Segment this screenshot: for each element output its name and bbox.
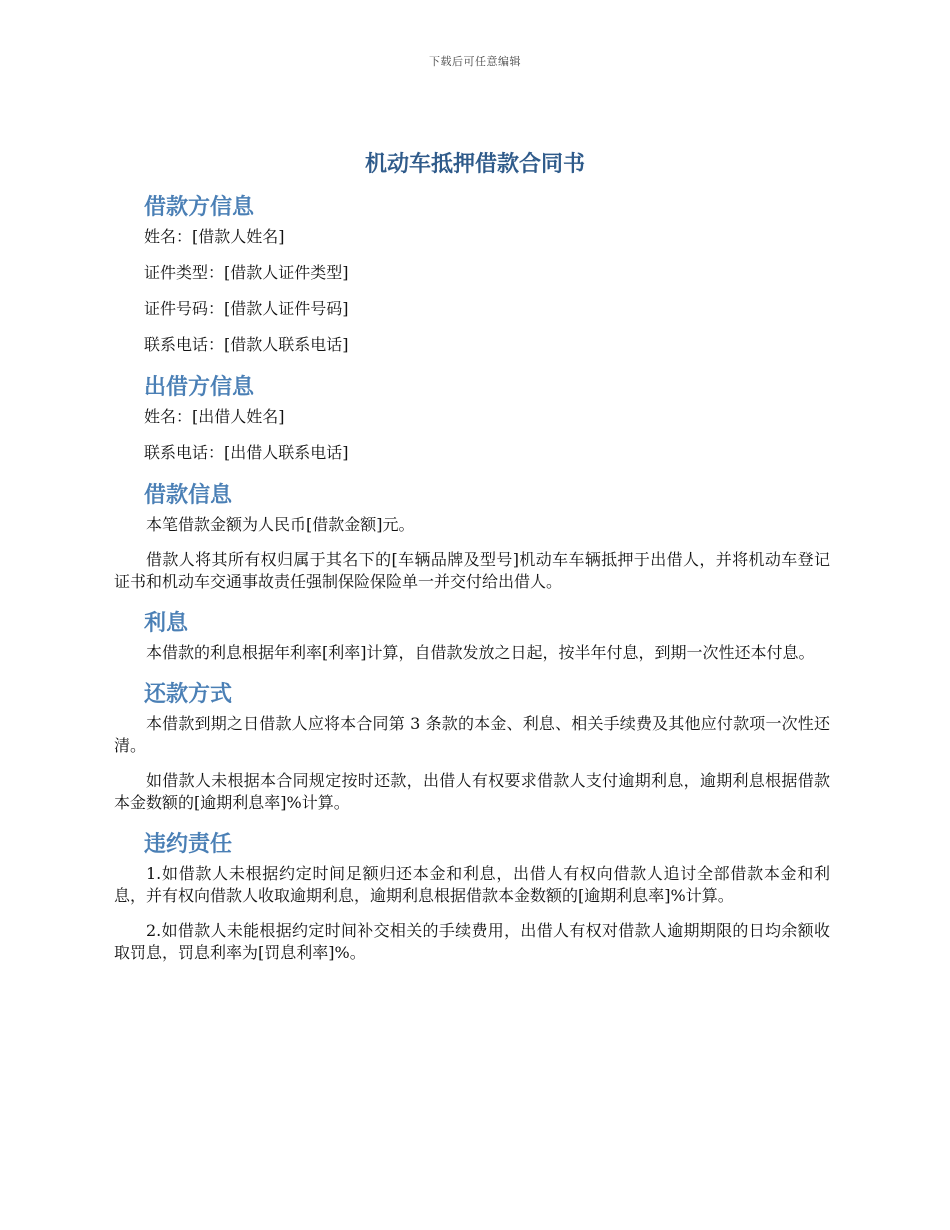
interest-paragraph: 本借款的利息根据年利率[利率]计算，自借款发放之日起，按半年付息，到期一次性还本付息。 (146, 643, 815, 662)
borrower-section (114, 190, 830, 356)
page-header-note: 下载后可任意编辑 (429, 55, 521, 68)
loan-collateral-paragraph: 借款人将其所有权归属于其名下的[车辆品牌及型号]机动车车辆抵押于出借人，并将机动车登记证书和机动车交通事故责任强制保险保险单一并交付给出借人。 (114, 550, 830, 591)
loan-heading: 借款信息 (144, 483, 233, 508)
document-body (114, 190, 830, 977)
repayment-heading: 还款方式 (144, 682, 233, 707)
borrower-id-number: 证件号码：[借款人证件号码] (144, 299, 349, 318)
borrower-heading: 借款方信息 (144, 195, 255, 220)
lender-phone: 联系电话：[出借人联系电话] (144, 443, 349, 462)
lender-name: 姓名：[出借人姓名] (144, 407, 285, 426)
interest-heading: 利息 (144, 611, 189, 636)
breach-paragraph-2: 2.如借款人未能根据约定时间补交相关的手续费用，出借人有权对借款人逾期期限的日均余额收取罚息，罚息利率为[罚息利率]%。 (114, 921, 830, 962)
loan-amount-paragraph: 本笔借款金额为人民币[借款金额]元。 (146, 515, 415, 534)
borrower-phone: 联系电话：[借款人联系电话] (144, 335, 349, 354)
loan-section (114, 478, 830, 593)
breach-paragraph-1: 1.如借款人未根据约定时间足额归还本金和利息，出借人有权向借款人追讨全部借款本金和利息，并有权向借款人收取逾期利息，逾期利息根据借款本金数额的[逾期利息率]%计算。 (114, 864, 830, 905)
breach-section (114, 827, 830, 964)
interest-section (114, 606, 830, 664)
repayment-paragraph-2: 如借款人未根据本合同规定按时还款，出借人有权要求借款人支付逾期利息，逾期利息根据借款本金数额的[逾期利息率]%计算。 (114, 771, 830, 812)
repayment-paragraph-1: 本借款到期之日借款人应将本合同第 3 条款的本金、利息、相关手续费及其他应付款项一次性还清。 (114, 714, 830, 755)
breach-heading: 违约责任 (144, 832, 233, 857)
document-title: 机动车抵押借款合同书 (364, 152, 585, 177)
borrower-name: 姓名：[借款人姓名] (144, 227, 285, 246)
lender-heading: 出借方信息 (144, 375, 255, 400)
lender-section (114, 370, 830, 464)
borrower-id-type: 证件类型：[借款人证件类型] (144, 263, 349, 282)
repayment-section (114, 677, 830, 814)
